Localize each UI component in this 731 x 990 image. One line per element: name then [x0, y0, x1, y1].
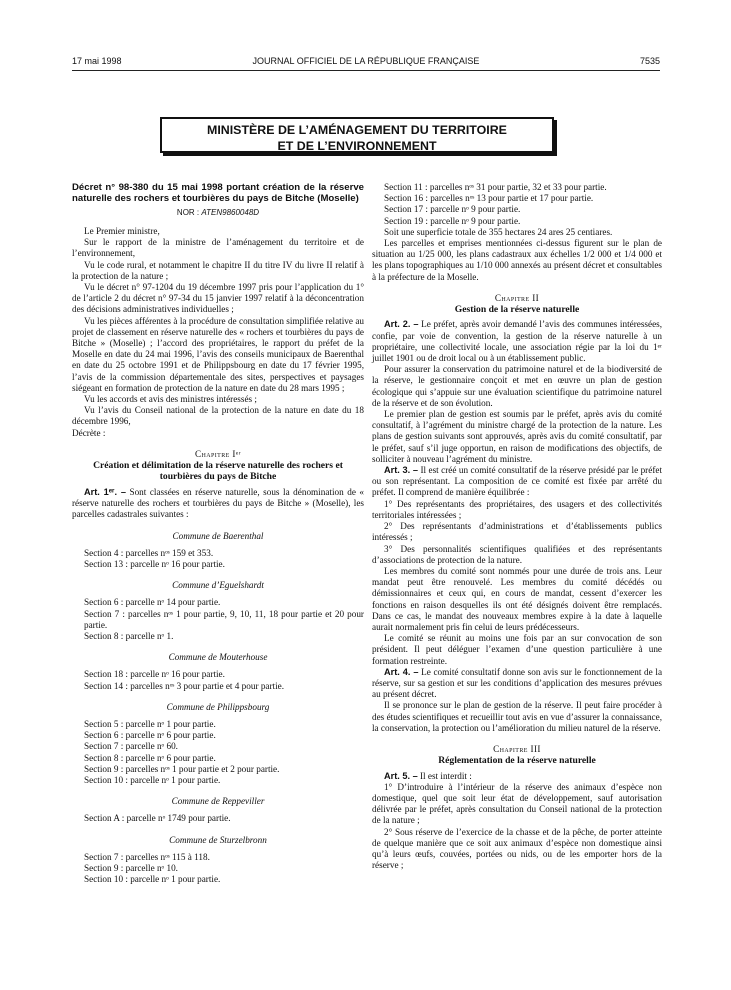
article-1 — [72, 487, 364, 521]
section-line: Section 8 : parcelle nᵒ 1. — [84, 630, 174, 641]
paragraph: Le premier plan de gestion est soumis par le préfet, après avis du comité consultatif, à l’agrément du ministre chargé de la protection de la nature. Les plans de gestion suivants sont approuvés, après avis du comité consultatif, par le préfet, sauf s’il juge opportun, en raison de modifications des objectifs, de solliciter à nouveau l’agrément du ministre. — [372, 409, 662, 464]
article-4-label: Art. 4. – — [384, 666, 419, 677]
article-2-label: Art. 2. – — [384, 319, 419, 330]
page-header — [72, 56, 660, 70]
nor-value: ATEN9860048D — [201, 207, 260, 217]
article-2-text: Le préfet, après avoir demandé l’avis des communes intéressées, confie, par voie de convention, la gestion de la réserve naturelle à un propriétaire, une collectivité locale, une association régie par la loi du 1ᵉʳ juillet 1901 ou de droit local ou à un établissement public. — [372, 319, 663, 364]
section-line: Section 8 : parcelle nᵒ 6 pour partie. — [84, 752, 216, 763]
article-2-paragraphs — [372, 364, 662, 465]
article-item: 3° Des personnalités scientifiques qualifiées et des représentants d’associations de protection de la nature. — [372, 543, 662, 565]
article-5-items — [372, 782, 662, 872]
header-rule — [72, 70, 660, 71]
section-line: Section 9 : parcelle nᵒ 10. — [84, 862, 178, 873]
article-item: Les membres du comité sont nommés pour une durée de trois ans. Leur mandat peut être renouvelé. Les membres du comité décédés ou démissionnaires et ceux qui, en cours de mandat, cessent d’exercer les fonctions en raison desquelles ils ont été désignés doivent être remplacés. Dans ce cas, le mandat des nouveaux membres expire à la date à laquelle aurait normalement pris fin celui de leurs prédécesseurs. — [372, 565, 662, 632]
nor-label: NOR : — [176, 207, 200, 217]
section-line: Section 9 : parcelles nᵒˢ 1 pour partie et 2 pour partie. — [84, 763, 280, 774]
chapter-2-label: Chapitre II — [494, 292, 540, 303]
article-5-label: Art. 5. – — [384, 770, 418, 781]
visa-paragraph: Le Premier ministre, — [84, 226, 160, 237]
section-line: Section 17 : parcelle nᵒ 9 pour partie. — [384, 204, 521, 215]
visa-paragraph: Sur le rapport de la ministre de l’aménagement du territoire et de l’environnement, — [72, 237, 364, 259]
article-4-text: Le comité consultatif donne son avis sur le fonctionnement de la réserve, sur sa gestion et sur les conditions d’application des mesures prévues au présent décret. — [372, 666, 663, 700]
section-line: Section 6 : parcelle nᵒ 6 pour partie. — [84, 730, 216, 741]
section-line: Section 10 : parcelle nᵒ 1 pour partie. — [84, 874, 221, 885]
communes-list — [72, 531, 364, 886]
section-line: Section 4 : parcelles nᵒˢ 159 et 353. — [84, 547, 214, 558]
section-line: Section 13 : parcelle nᵒ 16 pour partie. — [84, 558, 225, 569]
chapter-1-title: Création et délimitation de la réserve naturelle des rochers et tourbières du pays de Bitche — [93, 460, 343, 483]
article-item: 2° Sous réserve de l’exercice de la chasse et de la pêche, de porter atteinte de quelque manière que ce soit aux animaux d’espèce non domestique ainsi qu’à leurs œufs, couvées, portées ou nids, ou de les emporter hors de la réserve ; — [372, 826, 662, 871]
section-line: Section 16 : parcelles nᵒˢ 13 pour partie et 17 pour partie. — [384, 193, 594, 204]
left-column — [72, 182, 364, 885]
commune-heading: Commune de Philippsbourg — [166, 701, 270, 712]
visa-paragraph: Vu les accords et avis des ministres intéressés ; — [84, 394, 257, 405]
commune-heading: Commune d’Eguelshardt — [172, 580, 264, 591]
article-item: Le comité se réunit au moins une fois par an sur convocation de son président. Il peut déléguer l’examen d’une question particulière à une formation restreinte. — [372, 633, 662, 666]
article-item: 2° Des représentants d’administrations et d’établissements publics intéressés ; — [372, 521, 662, 543]
article-3-text: Il est créé un comité consultatif de la réserve présidé par le préfet ou son représentant. La composition de ce comité est fixée par arrêté du préfet. Il comprend de manière équilibrée : — [372, 465, 663, 498]
section-line: Section 7 : parcelles nᵒˢ 115 à 118. — [84, 851, 210, 862]
ministry-line-2: ET DE L’ENVIRONNEMENT — [277, 139, 437, 153]
chapter-3-title: Réglementation de la réserve naturelle — [438, 755, 596, 767]
article-3-items — [372, 499, 662, 667]
section-line: Section 5 : parcelle nᵒ 1 pour partie. — [84, 718, 216, 729]
article-4-paragraph: Il se prononce sur le plan de gestion de la réserve. Il peut faire procéder à des études scientifiques et recueillir tout avis en vue d’assurer la connaissance, la conservation, la protection ou l’amélioration du milieu naturel de la réserve. — [372, 700, 662, 733]
visa-paragraph: Vu les pièces afférentes à la procédure de consultation simplifiée relative au projet de classement en réserve naturelle des « rochers et tourbières du pays de Bitche » (Moselle) ; l’accord des propriétaires, le rapport du préfet de la Moselle en date du 24 mai 1996, l’avis des conseils municipaux de Baerenthal en date du 25 octobre 1991 et de Philippsbourg en date du 17 février 1995, l’avis de la commission départementale des sites, perspectives et paysages siégeant en formation de protection de la nature en date du 28 mars 1995 ; — [72, 315, 364, 393]
surface-paragraphs — [372, 227, 662, 283]
section-line: Section 14 : parcelles nᵒˢ 3 pour partie et 4 pour partie. — [84, 680, 285, 691]
article-5-text: Il est interdit : — [420, 770, 472, 781]
nor-reference — [72, 207, 364, 218]
commune-heading: Commune de Sturzelbronn — [169, 834, 267, 845]
visa-paragraph: Vu l’avis du Conseil national de la protection de la nature en date du 18 décembre 1996, — [72, 405, 364, 427]
continued-sections — [372, 182, 662, 227]
section-line: Section 18 : parcelle nᵒ 16 pour partie. — [84, 669, 225, 680]
section-line: Section A : parcelle nᵒ 1749 pour partie. — [84, 813, 231, 824]
visa-paragraph: Vu le code rural, et notamment le chapitre II du titre IV du livre II relatif à la protection de la nature ; — [72, 259, 364, 281]
section-line: Section 6 : parcelle nᵒ 14 pour partie. — [84, 597, 221, 608]
decrete-line: Décrète : — [72, 427, 106, 438]
article-item: 1° D’introduire à l’intérieur de la réserve des animaux d’espèce non domestique, quel que soit leur état de développement, sauf autorisation délivrée par le préfet, après consultation du Conseil national de la protection de la nature ; — [372, 781, 662, 826]
ministry-line-1: MINISTÈRE DE L’AMÉNAGEMENT DU TERRITOIRE — [207, 123, 507, 137]
chapter-1-label: Chapitre Iᵉʳ — [195, 448, 241, 459]
paragraph: Soit une superficie totale de 355 hectares 24 ares 25 centiares. — [384, 226, 613, 237]
chapter-2-title: Gestion de la réserve naturelle — [454, 304, 580, 316]
article-1-text: Sont classées en réserve naturelle, sous la dénomination de « réserve naturelle des rochers et tourbières du pays de Bitche » (Moselle), les parcelles cadastrales suivantes : — [72, 486, 365, 520]
commune-heading: Commune de Mouterhouse — [168, 652, 268, 663]
commune-heading: Commune de Baerenthal — [172, 530, 264, 541]
ministry-box — [160, 117, 554, 153]
chapter-3-label: Chapitre III — [493, 743, 541, 754]
visas-block — [72, 226, 364, 428]
header-date: 17 mai 1998 — [72, 56, 122, 66]
article-3-label: Art. 3. – — [384, 465, 418, 476]
article-4 — [372, 667, 662, 701]
decree-title: Décret n° 98-380 du 15 mai 1998 portant création de la réserve naturelle des rochers et tourbières du pays de Bitche (Moselle) — [72, 182, 364, 205]
section-line: Section 11 : parcelles nᵒˢ 31 pour partie, 32 et 33 pour partie. — [384, 182, 607, 192]
paragraph: Les parcelles et emprises mentionnées ci-dessus figurent sur le plan de situation au 1/25 000, les plans cadastraux aux échelles 1/2 000 et 1/4 000 et les plans topographiques au 1/10 000 annexés au présent décret et consultables à la préfecture de la Moselle. — [372, 238, 662, 282]
article-5 — [372, 771, 662, 782]
right-column — [372, 182, 662, 871]
paragraph: Pour assurer la conservation du patrimoine naturel et de la biodiversité de la réserve, le gestionnaire conçoit et met en œuvre un plan de gestion écologique qui s’appuie sur une évaluation scientifique du patrimoine naturel de la réserve et de son évolution. — [372, 364, 662, 408]
article-item: 1° Des représentants des propriétaires, des usagers et des collectivités territoriales intéressées ; — [372, 498, 662, 520]
visa-paragraph: Vu le décret n° 97-1204 du 19 décembre 1997 pris pour l’application du 1° de l’article 2 du décret n° 97-34 du 15 janvier 1997 relatif à la déconcentration des décisions administratives individuelles ; — [72, 282, 364, 315]
article-1-label: Art. 1ᵉʳ. – — [84, 486, 126, 497]
section-line: Section 19 : parcelle nᵒ 9 pour partie. — [384, 215, 521, 226]
article-3 — [372, 465, 662, 499]
section-line: Section 7 : parcelles nᵒˢ 1 pour partie, 9, 10, 11, 18 pour partie et 20 pour partie. — [84, 608, 364, 630]
article-2 — [372, 319, 662, 364]
section-line: Section 7 : parcelle nᵒ 60. — [84, 741, 178, 752]
header-journal: JOURNAL OFFICIEL DE LA RÉPUBLIQUE FRANÇAISE — [252, 56, 480, 66]
header-page-number: 7535 — [639, 56, 660, 66]
section-line: Section 10 : parcelle nᵒ 1 pour partie. — [84, 774, 221, 785]
commune-heading: Commune de Reppeviller — [171, 796, 265, 807]
